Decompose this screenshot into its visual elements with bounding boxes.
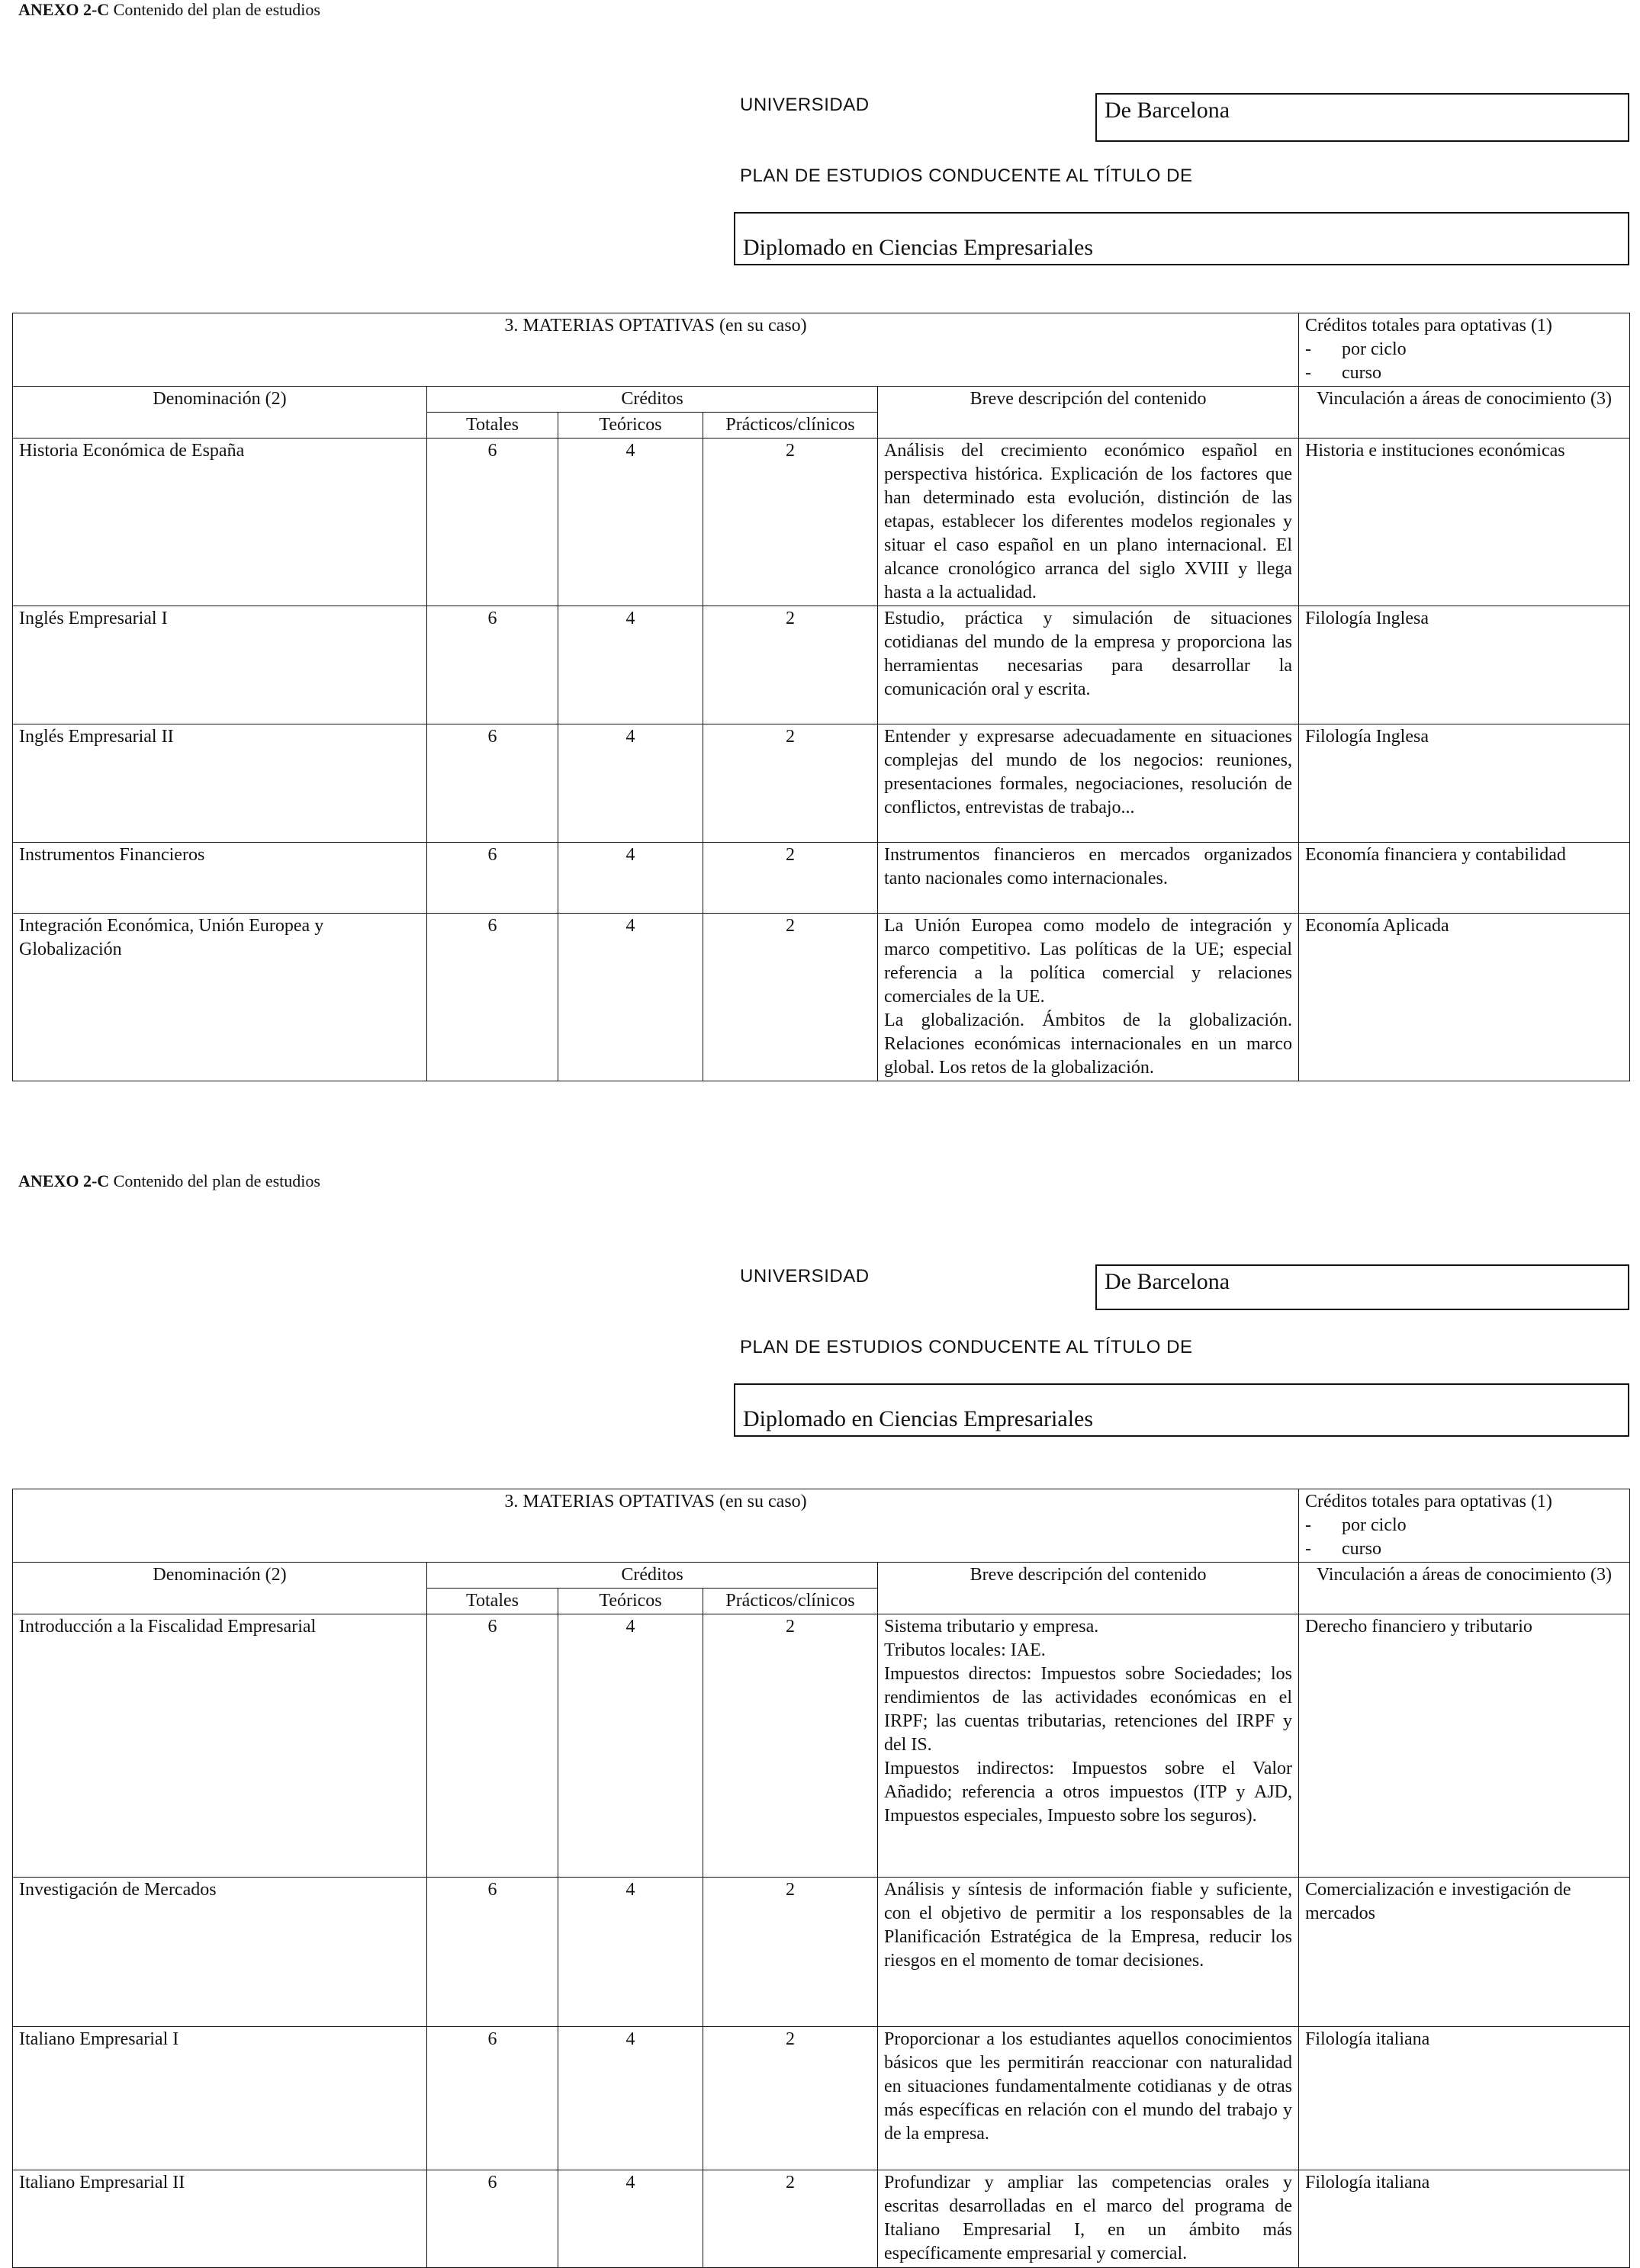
table-row: [13, 914, 1630, 1081]
table-row: [13, 2170, 1630, 2268]
annex-title: Contenido del plan de estudios: [109, 1171, 320, 1190]
table-row: [13, 1878, 1630, 2027]
universidad-label: UNIVERSIDAD: [740, 95, 870, 115]
row-totales: 6: [427, 724, 558, 843]
row-descripcion: [878, 1878, 1299, 2027]
row-teoricos: 4: [558, 843, 703, 914]
row-descripcion: [878, 1614, 1299, 1878]
row-vinculacion: Economía Aplicada: [1299, 914, 1630, 1081]
row-practicos: 2: [703, 843, 878, 914]
row-totales: 6: [427, 1878, 558, 2027]
universidad-label: UNIVERSIDAD: [740, 1266, 870, 1287]
desc-paragraph: Análisis y síntesis de información fiable y suficiente, con el objetivo de permitir a los responsables de la Planificación Estratégica de la Empresa, reducir los riesgos en el momento de tomar decisiones.: [884, 1880, 1293, 1971]
row-denominacion: Italiano Empresarial II: [13, 2170, 427, 2268]
row-practicos: 2: [703, 1614, 878, 1878]
row-totales: 6: [427, 914, 558, 1081]
optativas-curso: - curso: [1305, 361, 1623, 385]
col-practicos: Prácticos/clínicos: [703, 1589, 878, 1614]
plan-label: PLAN DE ESTUDIOS CONDUCENTE AL TÍTULO DE: [740, 1337, 1193, 1357]
annex-code: ANEXO 2-C: [18, 1171, 110, 1190]
desc-paragraph: La Unión Europea como modelo de integración y marco competitivo. Las políticas de la UE; especial referencia a la política comercial y relaciones comerciales de la UE.: [884, 916, 1293, 1007]
row-teoricos: 4: [558, 724, 703, 843]
desc-paragraph: Profundizar y ampliar las competencias orales y escritas desarrolladas en el marco del programa de Italiano Empresarial I, en un ámbito más específicamente empresarial y comercial.: [884, 2173, 1293, 2263]
section-title: 3. MATERIAS OPTATIVAS (en su caso): [13, 313, 1299, 387]
desc-paragraph: Proporcionar a los estudiantes aquellos conocimientos básicos que les permitirán reaccionar con naturalidad en situaciones fundamentalmente cotidianas y de otras más específicas en relación con el mundo del trabajo y de la empresa.: [884, 2029, 1293, 2144]
titulo-value-box: Diplomado en Ciencias Empresariales: [734, 212, 1629, 265]
row-denominacion: Inglés Empresarial II: [13, 724, 427, 843]
universidad-value-box: De Barcelona: [1095, 93, 1629, 142]
optativas-credits-cell: [1299, 1489, 1630, 1563]
col-denominacion: Denominación (2): [13, 1563, 427, 1614]
row-totales: 6: [427, 439, 558, 606]
row-teoricos: 4: [558, 914, 703, 1081]
titulo-value-box: Diplomado en Ciencias Empresariales: [734, 1383, 1629, 1437]
optativas-credits-cell: [1299, 313, 1630, 387]
row-denominacion: Investigación de Mercados: [13, 1878, 427, 2027]
row-vinculacion: Historia e instituciones económicas: [1299, 439, 1630, 606]
table-row: [13, 2027, 1630, 2170]
universidad-value-box: De Barcelona: [1095, 1264, 1629, 1310]
annex-heading: [18, 1171, 320, 1191]
row-denominacion: Italiano Empresarial I: [13, 2027, 427, 2170]
row-teoricos: 4: [558, 1614, 703, 1878]
materias-optativas-table: [12, 313, 1630, 1081]
desc-paragraph: La globalización. Ámbitos de la globalización. Relaciones económicas internacionales en un marco global. Los retos de la globalización.: [884, 1010, 1293, 1078]
row-vinculacion: Derecho financiero y tributario: [1299, 1614, 1630, 1878]
table-row: [13, 843, 1630, 914]
row-practicos: 2: [703, 439, 878, 606]
table-row: [13, 724, 1630, 843]
row-teoricos: 4: [558, 1878, 703, 2027]
desc-paragraph: Impuestos directos: Impuestos sobre Sociedades; los rendimientos de las actividades económicas en el IRPF; las cuentas tributarias, retenciones del IRPF y del IS.: [884, 1664, 1293, 1755]
row-teoricos: 4: [558, 439, 703, 606]
optativas-credits-title: Créditos totales para optativas (1): [1305, 316, 1552, 336]
materias-optativas-table: [12, 1489, 1630, 2268]
row-denominacion: Integración Económica, Unión Europea y Globalización: [13, 914, 427, 1081]
desc-paragraph: Impuestos indirectos: Impuestos sobre el Valor Añadido; referencia a otros impuestos (ITP y AJD, Impuestos especiales, Impuesto sobre los seguros).: [884, 1759, 1293, 1826]
row-totales: 6: [427, 843, 558, 914]
row-descripcion: [878, 2170, 1299, 2268]
col-vinculacion: Vinculación a áreas de conocimiento (3): [1299, 387, 1630, 439]
row-vinculacion: Comercialización e investigación de mercados: [1299, 1878, 1630, 2027]
row-vinculacion: Economía financiera y contabilidad: [1299, 843, 1630, 914]
row-practicos: 2: [703, 914, 878, 1081]
row-practicos: 2: [703, 606, 878, 724]
row-practicos: 2: [703, 2027, 878, 2170]
col-teoricos: Teóricos: [558, 1589, 703, 1614]
row-descripcion: [878, 724, 1299, 843]
row-totales: 6: [427, 606, 558, 724]
section-title: 3. MATERIAS OPTATIVAS (en su caso): [13, 1489, 1299, 1563]
table-row: [13, 439, 1630, 606]
col-vinculacion: Vinculación a áreas de conocimiento (3): [1299, 1563, 1630, 1614]
optativas-por-ciclo: - por ciclo: [1305, 1514, 1623, 1537]
col-totales: Totales: [427, 413, 558, 439]
table-row: [13, 606, 1630, 724]
row-vinculacion: Filología Inglesa: [1299, 606, 1630, 724]
row-totales: 6: [427, 2027, 558, 2170]
row-descripcion: [878, 606, 1299, 724]
col-practicos: Prácticos/clínicos: [703, 413, 878, 439]
col-denominacion: Denominación (2): [13, 387, 427, 439]
row-practicos: 2: [703, 2170, 878, 2268]
optativas-por-ciclo: - por ciclo: [1305, 338, 1623, 361]
row-practicos: 2: [703, 724, 878, 843]
row-teoricos: 4: [558, 2027, 703, 2170]
optativas-curso: - curso: [1305, 1537, 1623, 1561]
col-descripcion: Breve descripción del contenido: [878, 387, 1299, 439]
row-vinculacion: Filología italiana: [1299, 2027, 1630, 2170]
col-totales: Totales: [427, 1589, 558, 1614]
col-descripcion: Breve descripción del contenido: [878, 1563, 1299, 1614]
row-denominacion: Inglés Empresarial I: [13, 606, 427, 724]
annex-code: ANEXO 2-C: [18, 0, 110, 19]
desc-paragraph: Sistema tributario y empresa.: [884, 1617, 1099, 1637]
table-row: [13, 1614, 1630, 1878]
plan-label: PLAN DE ESTUDIOS CONDUCENTE AL TÍTULO DE: [740, 165, 1193, 186]
row-teoricos: 4: [558, 2170, 703, 2268]
desc-paragraph: Tributos locales: IAE.: [884, 1640, 1046, 1660]
row-descripcion: [878, 914, 1299, 1081]
row-vinculacion: Filología Inglesa: [1299, 724, 1630, 843]
row-descripcion: [878, 843, 1299, 914]
row-descripcion: [878, 439, 1299, 606]
desc-paragraph: Instrumentos financieros en mercados organizados tanto nacionales como internacionales.: [884, 845, 1293, 888]
row-denominacion: Instrumentos Financieros: [13, 843, 427, 914]
row-descripcion: [878, 2027, 1299, 2170]
col-creditos: Créditos: [427, 387, 878, 413]
col-teoricos: Teóricos: [558, 413, 703, 439]
annex-heading: [18, 0, 320, 20]
row-vinculacion: Filología italiana: [1299, 2170, 1630, 2268]
desc-paragraph: Análisis del crecimiento económico español en perspectiva histórica. Explicación de los factores que han determinado esta evolución, distinción de las etapas, establecer los diferentes modelos regionales y situar el caso español en un plano internacional. El alcance cronológico arranca del siglo XVIII y llega hasta a la actualidad.: [884, 441, 1293, 602]
row-denominacion: Introducción a la Fiscalidad Empresarial: [13, 1614, 427, 1878]
optativas-credits-title: Créditos totales para optativas (1): [1305, 1492, 1552, 1511]
row-totales: 6: [427, 1614, 558, 1878]
row-practicos: 2: [703, 1878, 878, 2027]
row-totales: 6: [427, 2170, 558, 2268]
desc-paragraph: Entender y expresarse adecuadamente en situaciones complejas del mundo de los negocios: reuniones, presentaciones formales, negociaciones, resolución de conflictos, entrevistas de trabajo...: [884, 727, 1293, 818]
annex-title: Contenido del plan de estudios: [109, 0, 320, 19]
col-creditos: Créditos: [427, 1563, 878, 1589]
row-teoricos: 4: [558, 606, 703, 724]
desc-paragraph: Estudio, práctica y simulación de situaciones cotidianas del mundo de la empresa y proporciona las herramientas necesarias para desarrollar la comunicación oral y escrita.: [884, 609, 1293, 699]
row-denominacion: Historia Económica de España: [13, 439, 427, 606]
